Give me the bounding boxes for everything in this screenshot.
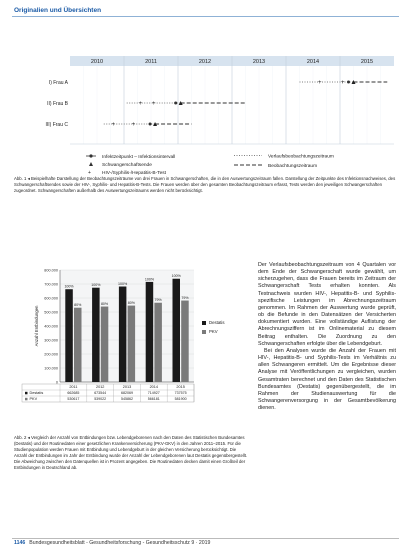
page-number: 1146	[14, 540, 26, 546]
y-tick-label: 600.000	[44, 296, 58, 301]
legend-label: Destatis	[209, 320, 225, 325]
percent-label: 79%	[154, 298, 162, 303]
bar	[74, 308, 82, 382]
bar	[128, 306, 136, 382]
bar	[119, 287, 127, 382]
test-marker: +	[151, 100, 156, 107]
x-tick-label: 2011	[69, 385, 78, 390]
percent-label: 80%	[100, 302, 109, 307]
figure1-caption: Abb. 1 ◂ Beispielhafte Darstellung der Beobachtungszeiträume von drei Frauen in Schwangerschaften, die in den Auswertungszeitraum fallen. Darstellung der Zeitpunkte des Infektionsnachweises, des Schwangerschaftsendes sowie der HIV-, Syphilis- und Hepatitis-B-Tests. Die Frauen werden über den gesamten Beobachtungszeitraum erfasst, Tests werden den jeweiligen Schwangerschaften zugeordnet. Schwangerschaften außerhalb des Auswertungszeitraums werden nicht berücksichtigt.	[14, 176, 396, 194]
x-tick-label: 2013	[122, 385, 132, 390]
svg-text:+: +	[88, 170, 91, 176]
bar	[172, 279, 180, 382]
footer	[14, 540, 210, 546]
legend-swatch	[202, 321, 206, 325]
x-tick-label: 2015	[176, 385, 185, 390]
legend-pregnancy-label: Schwangerschaftsende	[102, 163, 152, 168]
table-value: 673544	[94, 391, 107, 396]
table-value: 662685	[67, 391, 80, 396]
x-tick-label: 2014	[149, 385, 159, 390]
y-tick-label: 500.000	[44, 310, 58, 315]
y-tick-label: 100.000	[44, 366, 58, 371]
legend-infection-label: Infektzeitpunkt – Infektionsintervall	[102, 154, 176, 160]
bar	[92, 288, 100, 382]
figure1-timeline	[12, 52, 398, 176]
y-tick-label: 0	[55, 380, 58, 385]
total-label: 100%	[171, 274, 181, 279]
bar	[65, 289, 73, 382]
y-axis-label: Anzahl Entbindungen	[34, 305, 39, 347]
data-table	[22, 384, 194, 402]
total-label: 100%	[91, 283, 101, 288]
table-value: 581900	[174, 397, 187, 402]
row-label: III) Frau C	[45, 121, 68, 128]
y-tick-label: 200.000	[44, 352, 58, 357]
test-marker: +	[138, 100, 142, 107]
y-tick-label: 800.000	[44, 268, 58, 273]
year-label: 2014	[306, 59, 320, 66]
bar	[181, 301, 189, 382]
percent-label: 79%	[181, 296, 189, 301]
series-name: PKV	[29, 397, 38, 402]
infection-marker	[347, 81, 350, 84]
x-tick-label: 2012	[95, 385, 105, 390]
journal-name: Bundesgesundheitsblatt - Gesundheitsforschung - Gesundheitsschutz 9 · 2019	[29, 540, 211, 546]
year-label: 2013	[252, 59, 266, 66]
series-name: Destatis	[29, 391, 44, 396]
series-swatch	[25, 398, 28, 401]
percent-label: 80%	[127, 301, 135, 306]
year-label: 2012	[198, 59, 212, 66]
table-value: 566181	[147, 397, 160, 402]
legend-observation-label: Beobachtungszeitraum	[268, 163, 318, 169]
y-tick-label: 700.000	[44, 282, 58, 287]
row-label: I) Frau A	[48, 79, 68, 86]
test-marker: +	[340, 79, 345, 86]
y-tick-label: 400.000	[44, 324, 58, 329]
row-label: II) Frau B	[47, 100, 68, 107]
figure2-caption: Abb. 2 ◂ Vergleich der Anzahl von Entbindungen bzw. Lebendgeborenen nach den Daten des Statistischen Bundesamtes (Destatis) und der Routinedaten einer gesetzlichen Krankenversicherung (PKV-GKV) in den Jahren 2011–2015. Für die Studienpopulation werden Frauen mit Entbindung und Lebendgeburt in der gleichen Versicherung berücksichtigt. Die Anzahl der Entbindungen im Jahr der Entbindung wurde der Anzahl der Lebendgeborenen laut Destatis gegenübergestellt. Die Abweichung zwischen den Datenquellen ist in Prozent angegeben. Die Routinedaten decken damit einen Großteil der Entbindungen in Deutschland ab.	[14, 435, 248, 471]
bar	[101, 307, 109, 382]
table-value: 737575	[174, 391, 187, 396]
y-tick-label: 300.000	[44, 338, 58, 343]
figure2-bar-chart	[12, 262, 250, 432]
year-label: 2010	[90, 59, 104, 66]
legend-test-label: HIV-/Syphilis-/Hepatitis-B-Test	[102, 171, 166, 176]
test-marker: +	[131, 121, 136, 128]
table-value: 539022	[94, 397, 107, 402]
body-text-column	[258, 262, 396, 412]
total-label: 100%	[64, 284, 74, 289]
infection-marker	[174, 102, 177, 105]
test-marker: +	[317, 79, 322, 86]
total-label: 100%	[118, 282, 128, 287]
table-value: 682069	[121, 391, 133, 396]
footer-rule	[12, 538, 399, 539]
test-marker: +	[111, 121, 115, 128]
body-paragraph: Der Verlaufsbeobachtungszeitraum von 4 Quartalen vor dem Ende der Schwangerschaft wurde gewählt, um sicherzugehen, dass die Frauen bereits im Zeitraum der Schwangerschaft Tests erhalten konnten. Als Testnachweis wurden HIV-, Hepatitis-B- und Syphilis-spezifische Leistungen im Abrechnungszeitraum genommen. Im Rahmen der Auswertung wurde geprüft, ob die Befunde in den Datensätzen der Versicherten dokumentiert wurden. Eine vollständige Auflistung der Abrechnungsziffern ist im Onlinematerial zu diesem Beitrag enthalten. Die Zuordnung zu den Schwangerschaften erfolgte über die Lebendgeburt.	[258, 262, 396, 347]
table-value: 545862	[121, 397, 133, 402]
series-swatch	[25, 392, 28, 395]
percent-label: 80%	[74, 303, 82, 308]
header-rule	[12, 16, 399, 17]
bar	[146, 282, 154, 382]
bar	[154, 303, 162, 382]
year-label: 2015	[360, 59, 374, 66]
legend-followup-label: Verlaufsbeobachtungszeitraum	[268, 154, 334, 160]
infection-marker	[149, 123, 152, 126]
year-label: 2011	[145, 59, 157, 66]
body-paragraph: Bei den Analysen wurde die Anzahl der Frauen mit HIV-, Hepatitis-B- und Syphilis-Tests im Verhältnis zu allen Schwangeren ermittelt. Um die Ergebnisse dieser Analyse mit Veröffentlichungen zu vergleichen, wurden Gesamtraten berechnet und den Daten des Statistischen Bundesamtes (Destatis) gegenübergestellt, die im Rahmen der Studienauswertung für die Schwangerenversorgung in der Gesamtbevölkerung dienen.	[258, 347, 396, 412]
section-header: Originalien und Übersichten	[14, 7, 102, 14]
legend-label: PKV	[209, 329, 218, 334]
table-value: 714927	[147, 391, 160, 396]
legend-swatch	[202, 330, 206, 334]
total-label: 100%	[144, 277, 155, 282]
table-value: 530617	[67, 397, 80, 402]
